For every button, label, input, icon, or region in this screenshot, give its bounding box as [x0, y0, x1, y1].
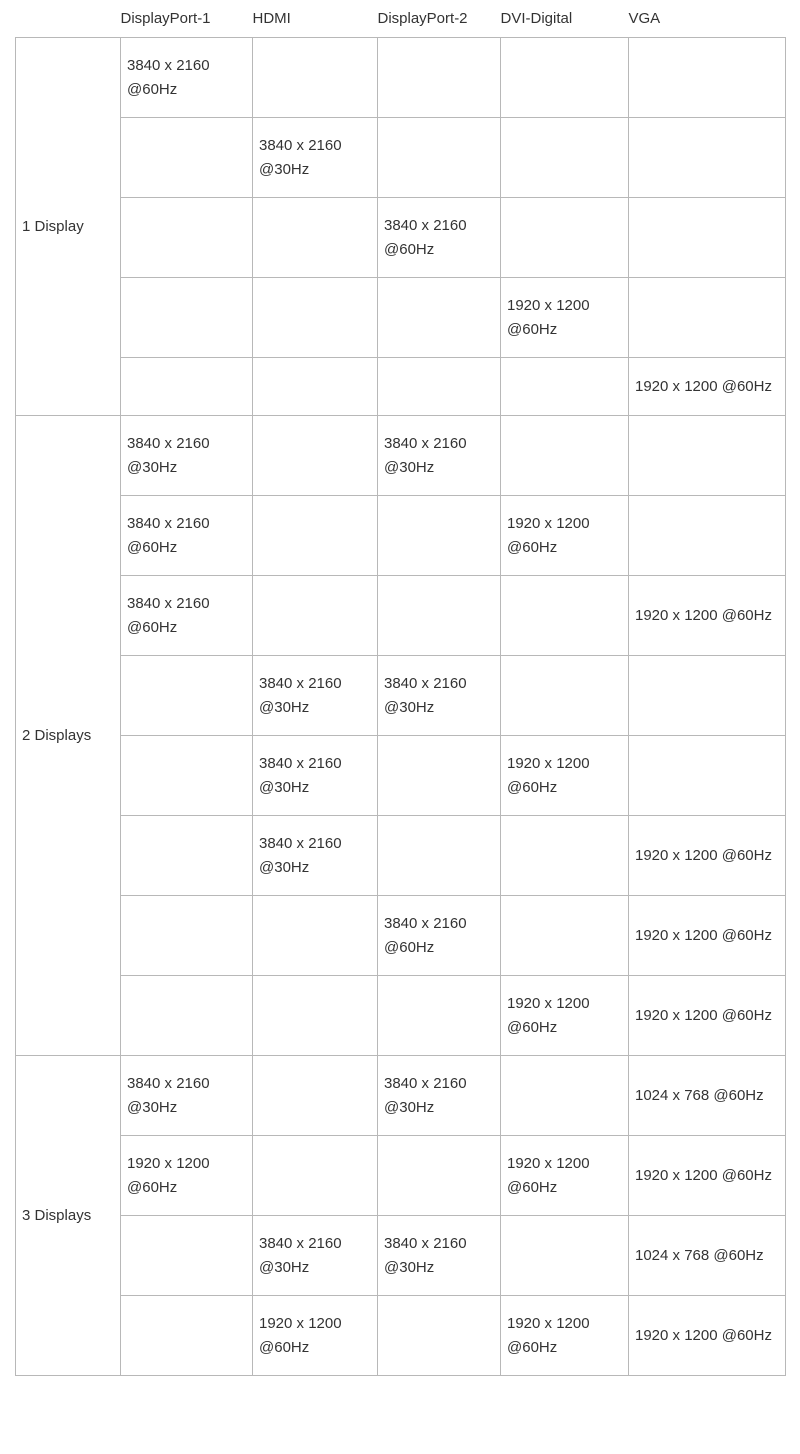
resolution-cell: [253, 38, 378, 118]
resolution-cell: [629, 496, 786, 576]
resolution-cell: [501, 816, 629, 896]
resolution-cell: [378, 1136, 501, 1216]
resolution-cell: [253, 1136, 378, 1216]
resolution-cell: [629, 1216, 786, 1296]
table-row: [16, 118, 786, 198]
resolution-cell: [121, 576, 253, 656]
resolution-cell: [629, 118, 786, 198]
resolution-value: 1920 x 1200 @60Hz: [507, 994, 590, 1036]
header-row: [16, 0, 786, 38]
resolution-value: 3840 x 2160 @60Hz: [127, 594, 210, 636]
resolution-cell: [501, 1136, 629, 1216]
resolution-value: 3840 x 2160 @30Hz: [259, 136, 342, 178]
header-displayport-2: DisplayPort-2: [377, 10, 468, 27]
resolution-cell: [501, 278, 629, 358]
resolution-value: 3840 x 2160 @30Hz: [384, 1074, 467, 1116]
resolution-cell: [629, 358, 786, 416]
header-hdmi: HDMI: [252, 10, 291, 27]
resolution-cell: [629, 896, 786, 976]
resolution-cell: [378, 976, 501, 1056]
resolution-cell: [501, 38, 629, 118]
resolution-value: 1920 x 1200 @60Hz: [259, 1314, 342, 1356]
header-corner: [16, 0, 121, 38]
resolution-cell: [629, 1136, 786, 1216]
resolution-cell: [378, 576, 501, 656]
resolution-cell: [253, 736, 378, 816]
resolution-cell: [253, 118, 378, 198]
resolution-cell: [629, 38, 786, 118]
table-row: [16, 358, 786, 416]
resolution-cell: [629, 1296, 786, 1376]
resolution-cell: [501, 496, 629, 576]
resolution-cell: [501, 358, 629, 416]
resolution-cell: [253, 576, 378, 656]
resolution-cell: [253, 358, 378, 416]
header-displayport-1: DisplayPort-1: [120, 10, 211, 27]
resolution-cell: [253, 278, 378, 358]
resolution-cell: [378, 656, 501, 736]
table-row: [16, 656, 786, 736]
resolution-cell: [501, 976, 629, 1056]
resolution-value: 3840 x 2160 @60Hz: [127, 514, 210, 556]
resolution-cell: [253, 496, 378, 576]
resolution-cell: [378, 1056, 501, 1136]
table-row: [16, 896, 786, 976]
table-row: [16, 576, 786, 656]
resolution-cell: [378, 118, 501, 198]
table-row: [16, 38, 786, 118]
resolution-cell: [121, 1216, 253, 1296]
resolution-cell: [121, 736, 253, 816]
resolution-value: 1920 x 1200 @60Hz: [635, 1326, 772, 1344]
resolution-cell: [629, 416, 786, 496]
resolution-cell: [629, 736, 786, 816]
resolution-value: 1920 x 1200 @60Hz: [635, 377, 772, 395]
resolution-cell: [121, 896, 253, 976]
table-row: [16, 1056, 786, 1136]
table-row: [16, 736, 786, 816]
table-row: [16, 1296, 786, 1376]
resolution-cell: [378, 358, 501, 416]
table-row: [16, 496, 786, 576]
resolution-cell: [378, 278, 501, 358]
resolution-cell: [253, 416, 378, 496]
resolution-value: 3840 x 2160 @30Hz: [384, 674, 467, 716]
resolution-value: 1920 x 1200 @60Hz: [635, 1006, 772, 1024]
table-body: [16, 38, 786, 1376]
table-row: [16, 416, 786, 496]
resolution-value: 3840 x 2160 @30Hz: [127, 434, 210, 476]
resolution-cell: [121, 198, 253, 278]
resolution-cell: [501, 656, 629, 736]
resolution-cell: [501, 198, 629, 278]
resolution-cell: [501, 576, 629, 656]
resolution-value: 3840 x 2160 @30Hz: [384, 434, 467, 476]
resolution-value: 3840 x 2160 @60Hz: [384, 914, 467, 956]
resolution-cell: [253, 896, 378, 976]
resolution-value: 1920 x 1200 @60Hz: [635, 606, 772, 624]
resolution-cell: [629, 576, 786, 656]
display-count-label: 2 Displays: [16, 416, 121, 1056]
resolution-value: 3840 x 2160 @30Hz: [259, 1234, 342, 1276]
table-row: [16, 816, 786, 896]
resolution-cell: [501, 118, 629, 198]
resolution-value: 3840 x 2160 @30Hz: [127, 1074, 210, 1116]
resolution-cell: [378, 198, 501, 278]
table-row: [16, 198, 786, 278]
resolution-cell: [629, 976, 786, 1056]
resolution-value: 1024 x 768 @60Hz: [635, 1246, 764, 1264]
resolution-value: 1920 x 1200 @60Hz: [507, 754, 590, 796]
resolution-cell: [378, 896, 501, 976]
resolution-value: 1024 x 768 @60Hz: [635, 1086, 764, 1104]
resolution-value: 1920 x 1200 @60Hz: [635, 846, 772, 864]
resolution-value: 3840 x 2160 @30Hz: [259, 834, 342, 876]
resolution-value: 3840 x 2160 @60Hz: [384, 216, 467, 258]
resolution-cell: [253, 656, 378, 736]
resolution-cell: [121, 416, 253, 496]
resolution-value: 3840 x 2160 @60Hz: [127, 56, 210, 98]
resolution-cell: [121, 496, 253, 576]
resolution-value: 1920 x 1200 @60Hz: [507, 1154, 590, 1196]
resolution-cell: [501, 1056, 629, 1136]
resolution-value: 3840 x 2160 @30Hz: [259, 674, 342, 716]
resolution-cell: [253, 1216, 378, 1296]
resolution-cell: [121, 816, 253, 896]
resolution-cell: [253, 198, 378, 278]
resolution-cell: [378, 38, 501, 118]
resolution-cell: [501, 416, 629, 496]
resolution-cell: [253, 1056, 378, 1136]
resolution-cell: [629, 278, 786, 358]
resolution-cell: [629, 656, 786, 736]
resolution-cell: [378, 416, 501, 496]
resolution-cell: [501, 1296, 629, 1376]
resolution-value: 3840 x 2160 @30Hz: [384, 1234, 467, 1276]
resolution-cell: [121, 976, 253, 1056]
table-row: [16, 278, 786, 358]
resolution-cell: [378, 496, 501, 576]
resolution-cell: [378, 1216, 501, 1296]
resolution-table-container: [15, 0, 785, 1376]
resolution-value: 1920 x 1200 @60Hz: [507, 296, 590, 338]
resolution-cell: [121, 1296, 253, 1376]
resolution-cell: [121, 1136, 253, 1216]
resolution-value: 1920 x 1200 @60Hz: [635, 1166, 772, 1184]
resolution-cell: [629, 1056, 786, 1136]
resolution-cell: [501, 736, 629, 816]
resolution-cell: [121, 118, 253, 198]
header-dvi-digital: DVI-Digital: [500, 10, 573, 27]
resolution-cell: [629, 198, 786, 278]
resolution-cell: [629, 816, 786, 896]
resolution-cell: [121, 278, 253, 358]
display-count-label: 3 Displays: [16, 1056, 121, 1376]
table-row: [16, 1136, 786, 1216]
resolution-cell: [121, 358, 253, 416]
resolution-value: 1920 x 1200 @60Hz: [507, 514, 590, 556]
header-vga: VGA: [628, 10, 661, 27]
resolution-value: 3840 x 2160 @30Hz: [259, 754, 342, 796]
resolution-value: 1920 x 1200 @60Hz: [635, 926, 772, 944]
resolution-cell: [121, 1056, 253, 1136]
resolution-value: 1920 x 1200 @60Hz: [507, 1314, 590, 1356]
resolution-value: 1920 x 1200 @60Hz: [127, 1154, 210, 1196]
resolution-support-table: [15, 0, 786, 1376]
resolution-cell: [378, 1296, 501, 1376]
table-row: [16, 976, 786, 1056]
resolution-cell: [121, 656, 253, 736]
table-row: [16, 1216, 786, 1296]
resolution-cell: [501, 896, 629, 976]
resolution-cell: [253, 976, 378, 1056]
resolution-cell: [253, 816, 378, 896]
table-header: [16, 0, 786, 38]
display-count-label: 1 Display: [16, 38, 121, 416]
resolution-cell: [121, 38, 253, 118]
resolution-cell: [378, 816, 501, 896]
resolution-cell: [253, 1296, 378, 1376]
resolution-cell: [378, 736, 501, 816]
resolution-cell: [501, 1216, 629, 1296]
